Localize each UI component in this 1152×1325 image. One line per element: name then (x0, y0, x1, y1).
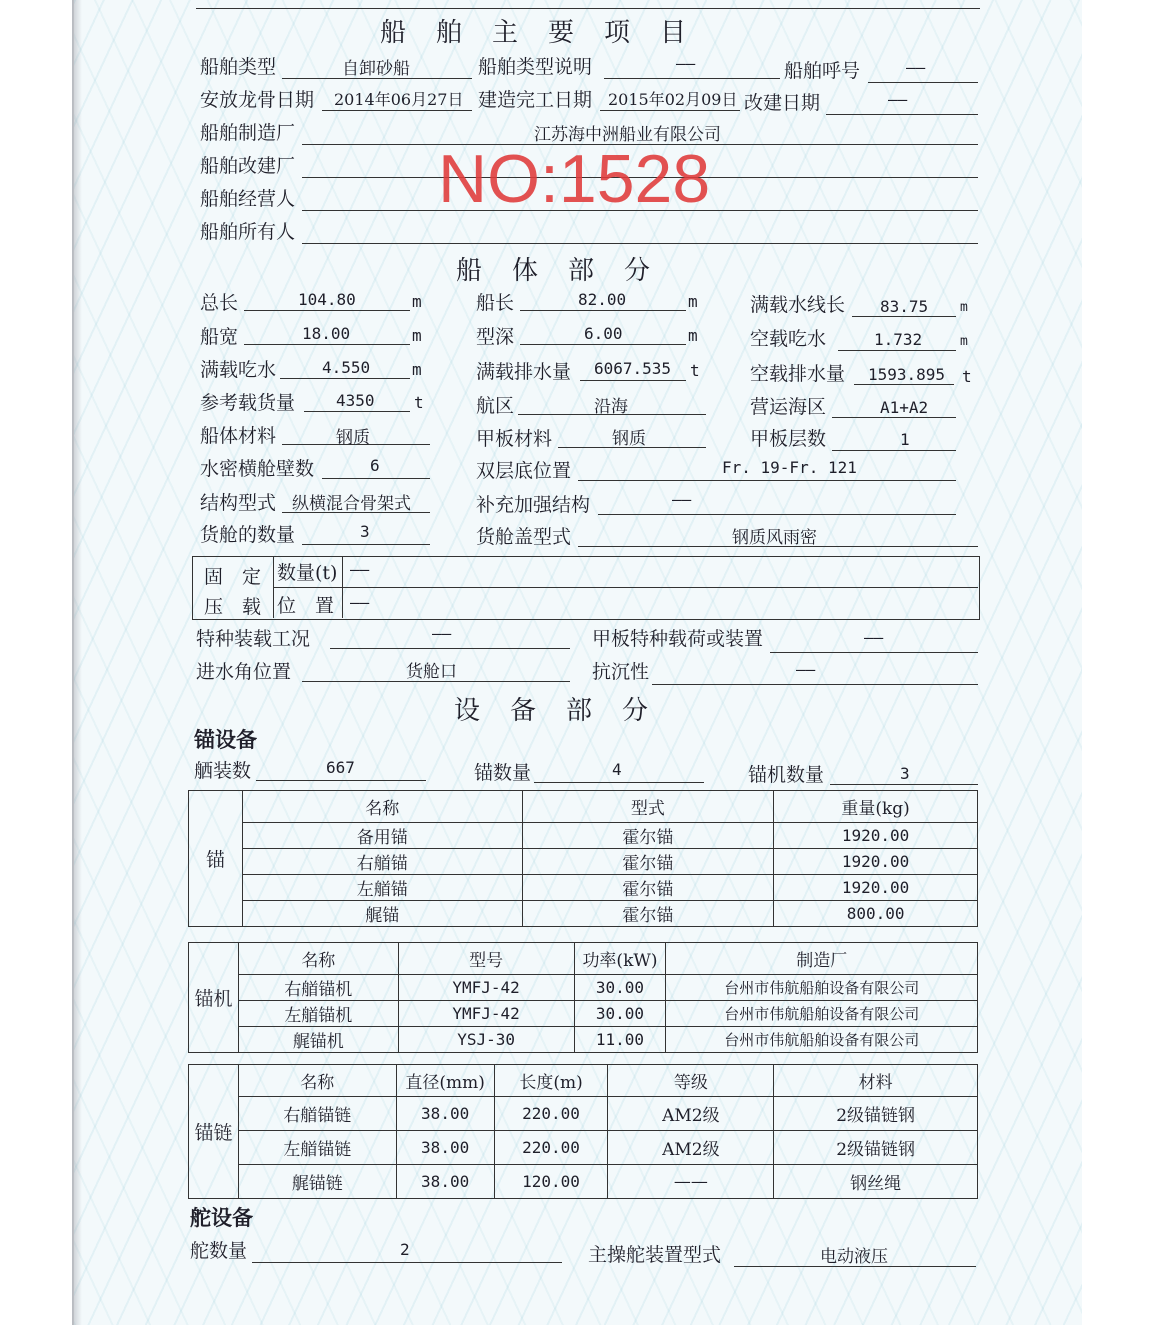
anchor-type: 霍尔锚 (522, 875, 774, 901)
chain-diameter: 38.00 (396, 1165, 494, 1199)
light-displacement-unit: t (962, 367, 972, 386)
full-displacement-unit: t (690, 361, 700, 380)
chain-col-diameter: 直径(mm) (396, 1065, 494, 1097)
underline (604, 78, 780, 79)
chain-grade: AM2级 (608, 1097, 774, 1131)
chain-name: 艉锚链 (238, 1165, 396, 1199)
light-draft-value: 1.732 (874, 330, 923, 349)
ship-type-desc-value: —— (676, 54, 696, 73)
underline (600, 110, 740, 111)
table-row (189, 1001, 978, 1027)
anchor-type: 霍尔锚 (522, 823, 774, 849)
anchor-qty-value: 4 (612, 760, 622, 779)
hull-material-value: 钢质 (336, 428, 370, 448)
underline (652, 684, 978, 685)
ref-cargo-unit: t (414, 393, 424, 412)
anchor-col-name: 名称 (242, 791, 522, 823)
windlass-name: 艉锚机 (238, 1027, 398, 1053)
anchor-name: 备用锚 (242, 823, 522, 849)
windlass-qty-value: 3 (900, 764, 910, 783)
chain-name: 右艏锚链 (238, 1097, 396, 1131)
underline (534, 782, 704, 783)
fixed-label: 固 定 (204, 566, 262, 588)
call-sign-label: 船舶呼号 (784, 60, 861, 82)
loa-unit: m (412, 292, 422, 311)
bulkheads-value: 6 (370, 456, 380, 475)
anchor-name: 左艏锚 (242, 875, 522, 901)
underline (330, 648, 570, 649)
hull-heading: 船 体 部 分 (456, 256, 653, 286)
completion-date-value: 2015年02月09日 (608, 90, 738, 109)
chain-col-material: 材料 (774, 1065, 978, 1097)
reinforce-value: —— (672, 490, 692, 509)
completion-date-label: 建造完工日期 (478, 89, 593, 111)
anchor-name: 艉锚 (242, 901, 522, 927)
deck-count-label: 甲板层数 (750, 428, 827, 450)
ballast-qty-label: 数量(t) (277, 562, 338, 584)
ballast-qty-value: —— (350, 560, 370, 579)
underline (244, 310, 410, 311)
underline (322, 478, 430, 479)
chain-col-name: 名称 (238, 1065, 396, 1097)
lbp-value: 82.00 (578, 290, 627, 309)
underline (826, 114, 978, 115)
underline (252, 1262, 562, 1263)
chain-table (188, 1064, 978, 1199)
flood-angle-value: 货舱口 (406, 662, 457, 682)
windlass-table (188, 942, 978, 1053)
underline (578, 480, 956, 481)
windlass-model: YMFJ-42 (398, 1001, 574, 1027)
lwl-value: 83.75 (880, 297, 929, 316)
equip-number-label: 舾装数 (194, 760, 252, 782)
hatch-value: 钢质风雨密 (732, 528, 817, 548)
chain-table-side-label: 锚链 (189, 1065, 239, 1199)
anchor-type: 霍尔锚 (522, 849, 774, 875)
underline (322, 110, 472, 111)
chain-length: 120.00 (494, 1165, 608, 1199)
nav-area-label: 航区 (476, 395, 515, 417)
deck-material-value: 钢质 (612, 429, 646, 449)
underline (598, 514, 956, 515)
ballast-pos-value: —— (350, 593, 370, 612)
rudder-section-title: 舵设备 (190, 1205, 253, 1230)
op-area-value: A1+A2 (880, 398, 929, 417)
deck-count-value: 1 (900, 430, 910, 449)
chain-length: 220.00 (494, 1097, 608, 1131)
depth-label: 型深 (476, 326, 515, 348)
ballast-label: 压 载 (204, 596, 262, 618)
page-edge-shadow (72, 0, 82, 1325)
light-draft-label: 空载吃水 (750, 328, 827, 350)
underline (832, 450, 956, 451)
anchor-type: 霍尔锚 (522, 901, 774, 927)
deck-special-value: —— (864, 628, 884, 647)
double-bottom-value: Fr. 19-Fr. 121 (722, 458, 857, 477)
ref-cargo-value: 4350 (336, 391, 375, 410)
serial-number-stamp: NO:1528 (438, 141, 711, 217)
windlass-maker: 台州市伟航船舶设备有限公司 (666, 975, 978, 1001)
anchor-table (188, 790, 978, 927)
underline (852, 316, 956, 317)
anchor-weight: 1920.00 (774, 875, 978, 901)
ship-type-label: 船舶类型 (200, 56, 277, 78)
full-draft-value: 4.550 (322, 358, 371, 377)
table-row (189, 1097, 978, 1131)
windlass-qty-label: 锚机数量 (748, 764, 825, 786)
underline (302, 544, 430, 545)
table-row (189, 1131, 978, 1165)
windlass-table-side-label: 锚机 (189, 943, 239, 1053)
windlass-model: YSJ-30 (398, 1027, 574, 1053)
anti-sink-value: —— (796, 660, 816, 679)
chain-col-grade: 等级 (608, 1065, 774, 1097)
chain-col-length: 长度(m) (494, 1065, 608, 1097)
special-load-value: —— (432, 624, 452, 643)
rebuilder-label: 船舶改建厂 (200, 155, 296, 177)
table-row (189, 1165, 978, 1199)
breadth-unit: m (412, 326, 422, 345)
equipment-heading: 设 备 部 分 (454, 696, 651, 726)
table-row (189, 901, 978, 927)
full-draft-unit: m (412, 360, 422, 379)
reinforce-label: 补充加强结构 (476, 494, 591, 516)
underline (520, 344, 686, 345)
table-row (189, 875, 978, 901)
windlass-maker: 台州市伟航船舶设备有限公司 (666, 1027, 978, 1053)
underline (770, 652, 978, 653)
windlass-power: 11.00 (574, 1027, 666, 1053)
chain-name: 左艏锚链 (238, 1131, 396, 1165)
chain-diameter: 38.00 (396, 1131, 494, 1165)
light-displacement-value: 1593.895 (868, 365, 946, 384)
anchor-weight: 1920.00 (774, 823, 978, 849)
chain-diameter: 38.00 (396, 1097, 494, 1131)
underline (520, 310, 686, 311)
underline (280, 378, 410, 379)
anchor-name: 右艏锚 (242, 849, 522, 875)
anchor-weight: 800.00 (774, 901, 978, 927)
lwl-unit: m (960, 300, 968, 315)
windlass-name: 右艏锚机 (238, 975, 398, 1001)
windlass-col-power: 功率(kW) (574, 943, 666, 975)
main-items-heading: 船 舶 主 要 项 目 (380, 18, 689, 48)
anchor-table-side-label: 锚 (189, 791, 243, 927)
chain-material: 2级锚链钢 (774, 1131, 978, 1165)
chain-grade: AM2级 (608, 1131, 774, 1165)
double-bottom-label: 双层底位置 (476, 460, 572, 482)
breadth-label: 船宽 (200, 326, 239, 348)
full-displacement-label: 满载排水量 (476, 361, 572, 383)
anchor-section-title: 锚设备 (194, 727, 257, 752)
table-row (189, 823, 978, 849)
underline (302, 243, 978, 244)
op-area-label: 营运海区 (750, 396, 827, 418)
ballast-divider (273, 587, 978, 588)
underline (304, 411, 410, 412)
depth-unit: m (688, 326, 698, 345)
holds-label: 货舱的数量 (200, 524, 296, 546)
underline (256, 780, 426, 781)
anchor-weight: 1920.00 (774, 849, 978, 875)
chain-length: 220.00 (494, 1131, 608, 1165)
underline (244, 344, 410, 345)
light-draft-unit: m (960, 334, 968, 349)
lbp-unit: m (688, 292, 698, 311)
table-row (189, 1027, 978, 1053)
lbp-label: 船长 (476, 292, 515, 314)
nav-area-value: 沿海 (594, 397, 628, 417)
underline (830, 784, 978, 785)
holds-value: 3 (360, 522, 370, 541)
chain-grade: —— (608, 1165, 774, 1199)
builder-label: 船舶制造厂 (200, 122, 296, 144)
anti-sink-label: 抗沉性 (592, 661, 650, 683)
hatch-label: 货舱盖型式 (476, 526, 572, 548)
rudder-qty-value: 2 (400, 1240, 410, 1259)
keel-date-label: 安放龙骨日期 (200, 89, 315, 111)
ballast-pos-label: 位 置 (277, 595, 335, 617)
loa-value: 104.80 (298, 290, 356, 309)
steering-gear-value: 电动液压 (820, 1247, 888, 1267)
ship-type-desc-label: 船舶类型说明 (478, 56, 593, 78)
windlass-col-maker: 制造厂 (666, 943, 978, 975)
underline (854, 384, 954, 385)
rebuild-date-label: 改建日期 (744, 92, 821, 114)
rudder-qty-label: 舵数量 (190, 1240, 248, 1262)
windlass-col-model: 型号 (398, 943, 574, 975)
steering-gear-label: 主操舵装置型式 (588, 1244, 722, 1266)
breadth-value: 18.00 (302, 324, 351, 343)
full-draft-label: 满载吃水 (200, 359, 277, 381)
deck-material-label: 甲板材料 (476, 428, 553, 450)
windlass-power: 30.00 (574, 975, 666, 1001)
ref-cargo-label: 参考载货量 (200, 392, 296, 414)
depth-value: 6.00 (584, 324, 623, 343)
flood-angle-label: 进水角位置 (196, 661, 292, 683)
keel-date-value: 2014年06月27日 (334, 90, 464, 109)
windlass-name: 左艏锚机 (238, 1001, 398, 1027)
operator-label: 船舶经营人 (200, 188, 296, 210)
lwl-label: 满载水线长 (750, 294, 846, 316)
windlass-model: YMFJ-42 (398, 975, 574, 1001)
table-row (189, 849, 978, 875)
light-displacement-label: 空载排水量 (750, 363, 846, 385)
structure-value: 纵横混合骨架式 (292, 494, 411, 514)
windlass-maker: 台州市伟航船舶设备有限公司 (666, 1001, 978, 1027)
top-rule (196, 8, 980, 9)
underline (838, 350, 956, 351)
structure-label: 结构型式 (200, 492, 277, 514)
anchor-qty-label: 锚数量 (474, 762, 532, 784)
chain-material: 2级锚链钢 (774, 1097, 978, 1131)
special-load-label: 特种装载工况 (196, 628, 311, 650)
underline (580, 380, 686, 381)
deck-special-label: 甲板特种载荷或装置 (592, 628, 764, 650)
loa-label: 总长 (200, 292, 239, 314)
anchor-col-type: 型式 (522, 791, 774, 823)
table-row (189, 975, 978, 1001)
windlass-power: 30.00 (574, 1001, 666, 1027)
windlass-col-name: 名称 (238, 943, 398, 975)
owner-label: 船舶所有人 (200, 221, 296, 243)
bulkheads-label: 水密横舱壁数 (200, 458, 315, 480)
rebuild-date-value: —— (888, 90, 908, 109)
ship-type-value: 自卸砂船 (342, 59, 410, 79)
builder-value: 江苏海中洲船业有限公司 (534, 125, 721, 145)
call-sign-value: —— (906, 58, 926, 77)
underline (832, 417, 956, 418)
underline (868, 82, 978, 83)
chain-material: 钢丝绳 (774, 1165, 978, 1199)
hull-material-label: 船体材料 (200, 425, 277, 447)
equip-number-value: 667 (326, 758, 355, 777)
full-displacement-value: 6067.535 (594, 359, 672, 378)
anchor-col-weight: 重量(kg) (774, 791, 978, 823)
